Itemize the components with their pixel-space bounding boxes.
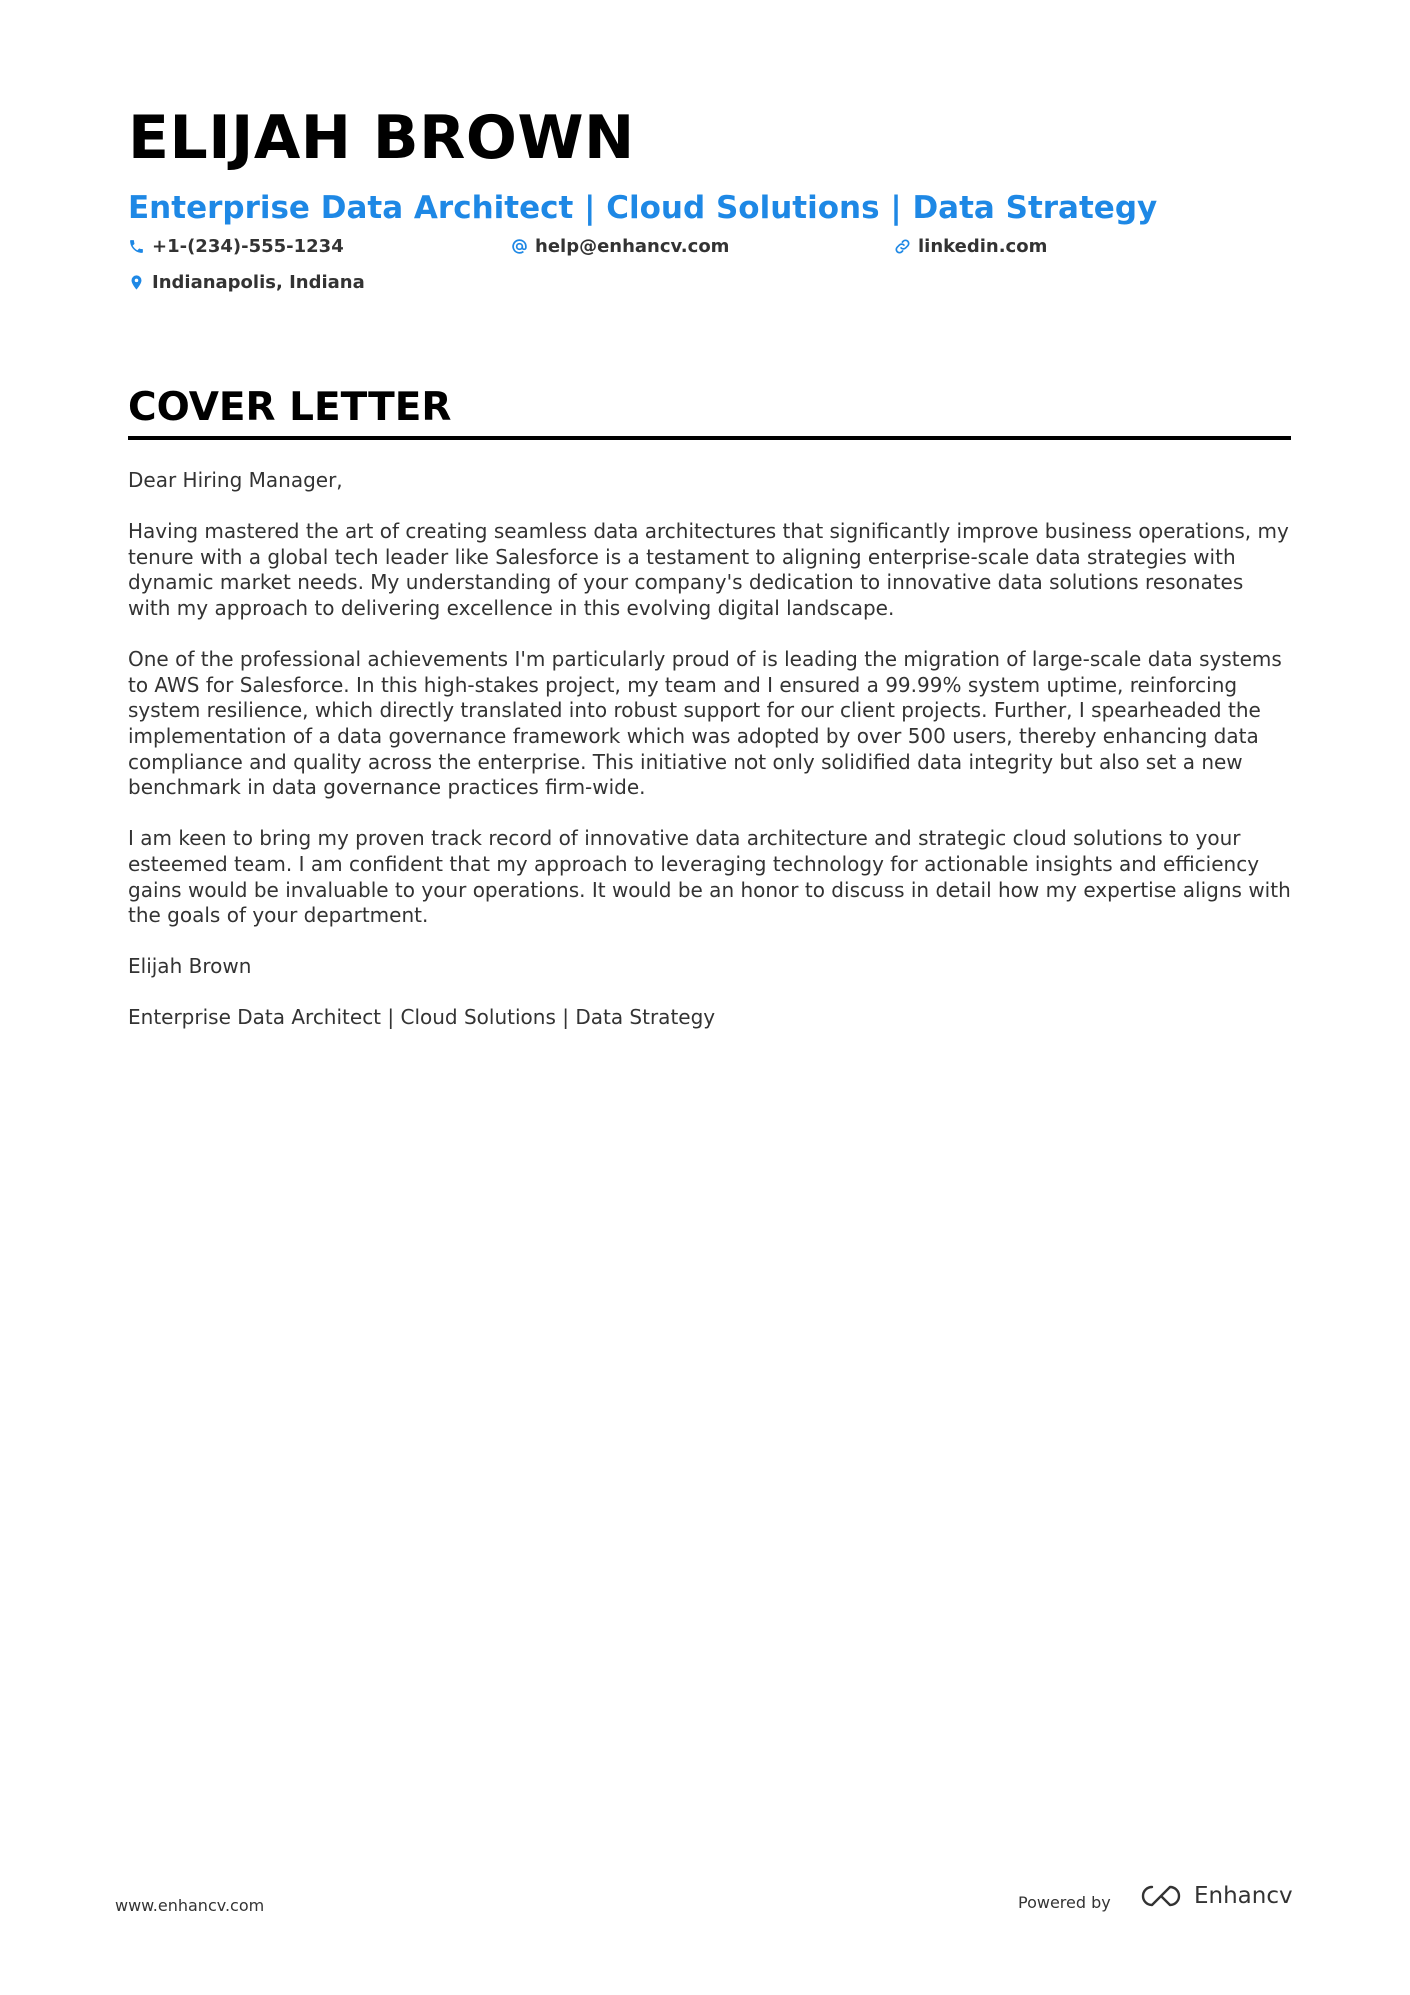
contact-email[interactable]	[511, 234, 729, 258]
section-divider	[128, 436, 1291, 440]
letter-paragraph: I am keen to bring my proven track record of innovative data architecture and strategic cloud solutions to your esteemed team. I am confident that my approach to leveraging technology for actionable insights and efficiency gains would be invaluable to your operations. It would be an honor to discuss in detail how my expertise aligns with the goals of your department.	[128, 826, 1291, 928]
phone-icon	[128, 238, 145, 255]
contact-website[interactable]	[894, 234, 1047, 258]
letter-greeting: Dear Hiring Manager,	[128, 468, 343, 492]
enhancv-logo-icon	[1138, 1883, 1184, 1909]
location-pin-icon	[128, 274, 145, 291]
link-icon	[894, 238, 911, 255]
phone-text: +1-(234)-555-1234	[152, 235, 344, 257]
contact-location	[128, 270, 365, 294]
section-title: COVER LETTER	[128, 385, 452, 430]
letter-paragraph: One of the professional achievements I'm particularly proud of is leading the migration of large-scale data systems to AWS for Salesforce. In this high-stakes project, my team and I ensured a 99.99% system uptime, reinforcing system resilience, which directly translated into robust support for our client projects. Further, I spearheaded the implementation of a data governance framework which was adopted by over 500 users, thereby enhancing data compliance and quality across the enterprise. This initiative not only solidified data integrity but also set a new benchmark in data governance practices firm-wide.	[128, 647, 1282, 800]
powered-by-label: Powered by	[1018, 1893, 1111, 1912]
brand-name: Enhancv	[1194, 1883, 1293, 1909]
signature-title: Enterprise Data Architect | Cloud Solutions | Data Strategy	[128, 1005, 716, 1030]
letter-body	[128, 468, 1291, 1057]
candidate-headline: Enterprise Data Architect | Cloud Solutions | Data Strategy	[128, 190, 1158, 226]
email-text: help@enhancv.com	[535, 235, 730, 257]
website-text: linkedin.com	[918, 235, 1048, 257]
signature-name: Elijah Brown	[128, 954, 252, 979]
at-icon	[511, 238, 528, 255]
footer-url[interactable]: www.enhancv.com	[115, 1896, 265, 1915]
location-text: Indianapolis, Indiana	[152, 271, 365, 293]
brand-logo[interactable]	[1138, 1883, 1293, 1909]
candidate-name: ELIJAH BROWN	[128, 103, 635, 173]
letter-paragraph: Having mastered the art of creating seamless data architectures that significantly improve business operations, my tenure with a global tech leader like Salesforce is a testament to aligning enterprise-scale data strategies with dynamic market needs. My understanding of your company's dedication to innovative data solutions resonates with my approach to delivering excellence in this evolving digital landscape.	[128, 519, 1289, 620]
contact-phone[interactable]	[128, 234, 344, 258]
